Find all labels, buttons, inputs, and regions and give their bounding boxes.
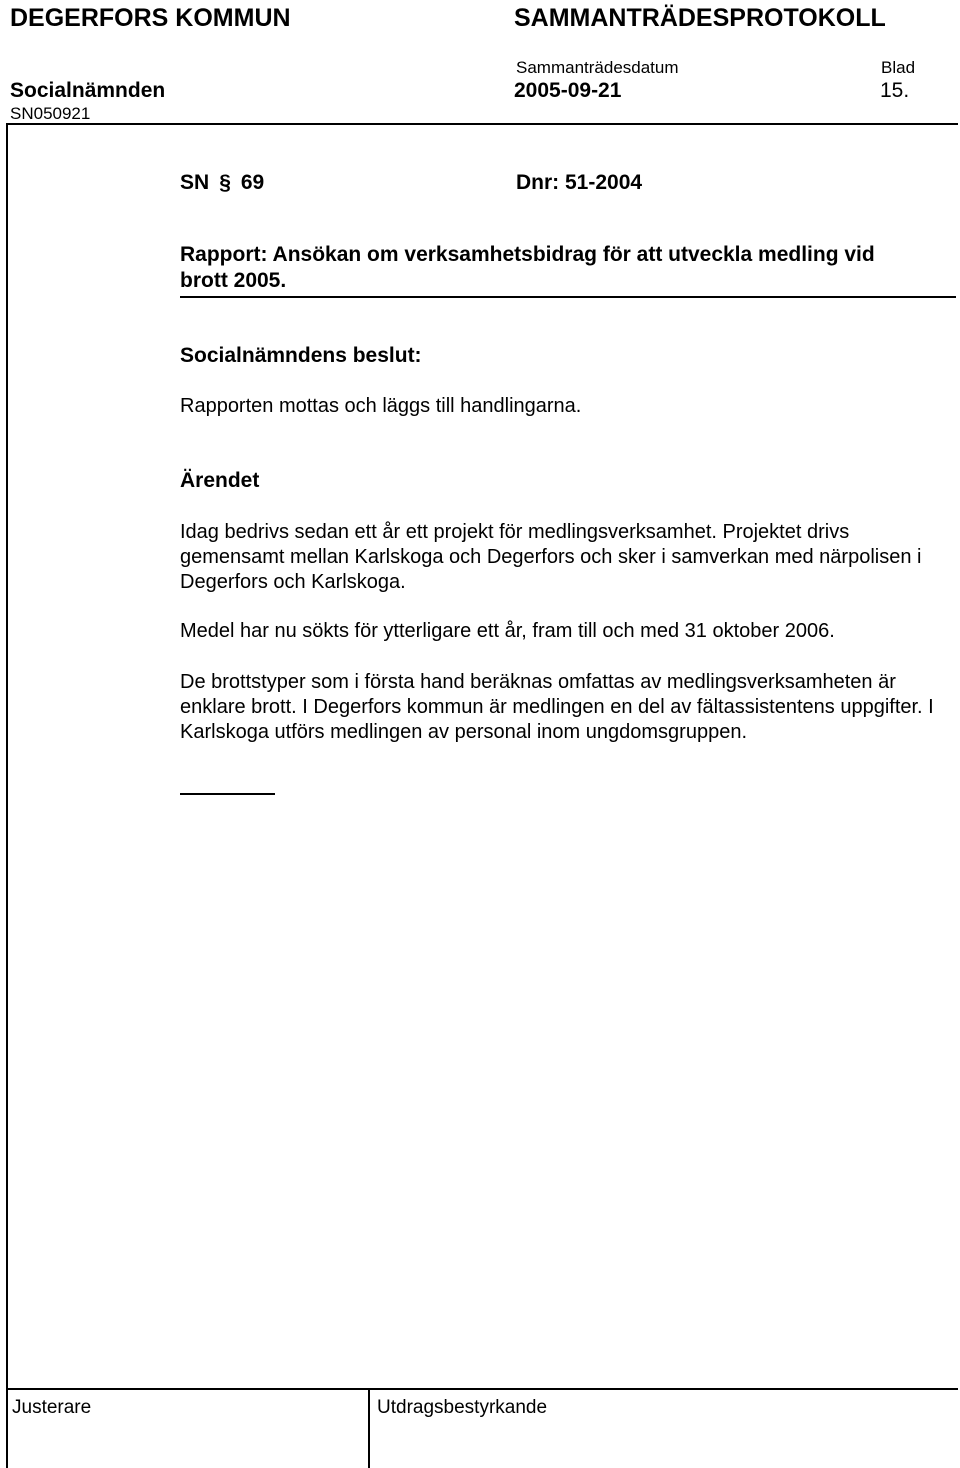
title-underline — [180, 296, 956, 298]
footer-divider — [368, 1388, 370, 1468]
extract-certification-label: Utdragsbestyrkande — [377, 1397, 548, 1418]
item-title: Rapport: Ansökan om verksamhetsbidrag för att utveckla medling vid brott 2005. — [180, 243, 875, 292]
page-number: 15. — [880, 79, 910, 102]
frame-left-rule — [6, 123, 8, 1468]
section-prefix: SN — [180, 171, 210, 194]
protocol-reference: SN050921 — [10, 104, 91, 123]
decision-heading: Socialnämndens beslut: — [180, 344, 422, 367]
section-number — [180, 171, 264, 195]
section-value: 69 — [240, 171, 265, 194]
meeting-date: 2005-09-21 — [514, 79, 622, 102]
decision-text: Rapporten mottas och läggs till handlingarna. — [180, 395, 582, 417]
meeting-date-label: Sammanträdesdatum — [516, 58, 679, 77]
frame-bottom-rule — [6, 1388, 958, 1390]
organization-name: DEGERFORS KOMMUN — [10, 4, 291, 32]
matter-paragraph: Idag bedrivs sedan ett år ett projekt för medlingsverksamhet. Projektet drivs gemensamt mellan Karlskoga och Degerfors och sker i samverkan med närpolisen i Degerfors och Karlskoga. — [180, 521, 922, 593]
page-label: Blad — [881, 58, 916, 77]
section-symbol: § — [219, 171, 231, 194]
matter-paragraph: De brottstyper som i första hand beräknas omfattas av medlingsverksamheten är enklare brott. I Degerfors kommun är medlingen en del av fältassistentens uppgifter. I Karlskoga utförs medlingen av personal inom ungdomsgruppen. — [180, 671, 934, 743]
matter-heading: Ärendet — [180, 469, 260, 492]
diary-number: Dnr: 51-2004 — [516, 171, 643, 194]
matter-paragraph: Medel har nu sökts för ytterligare ett år, fram till och med 31 oktober 2006. — [180, 620, 835, 642]
frame-top-rule — [6, 123, 958, 125]
committee-name: Socialnämnden — [10, 79, 166, 102]
adjuster-label: Justerare — [12, 1397, 92, 1418]
document-type: SAMMANTRÄDESPROTOKOLL — [514, 4, 886, 32]
section-end-rule — [180, 793, 275, 795]
